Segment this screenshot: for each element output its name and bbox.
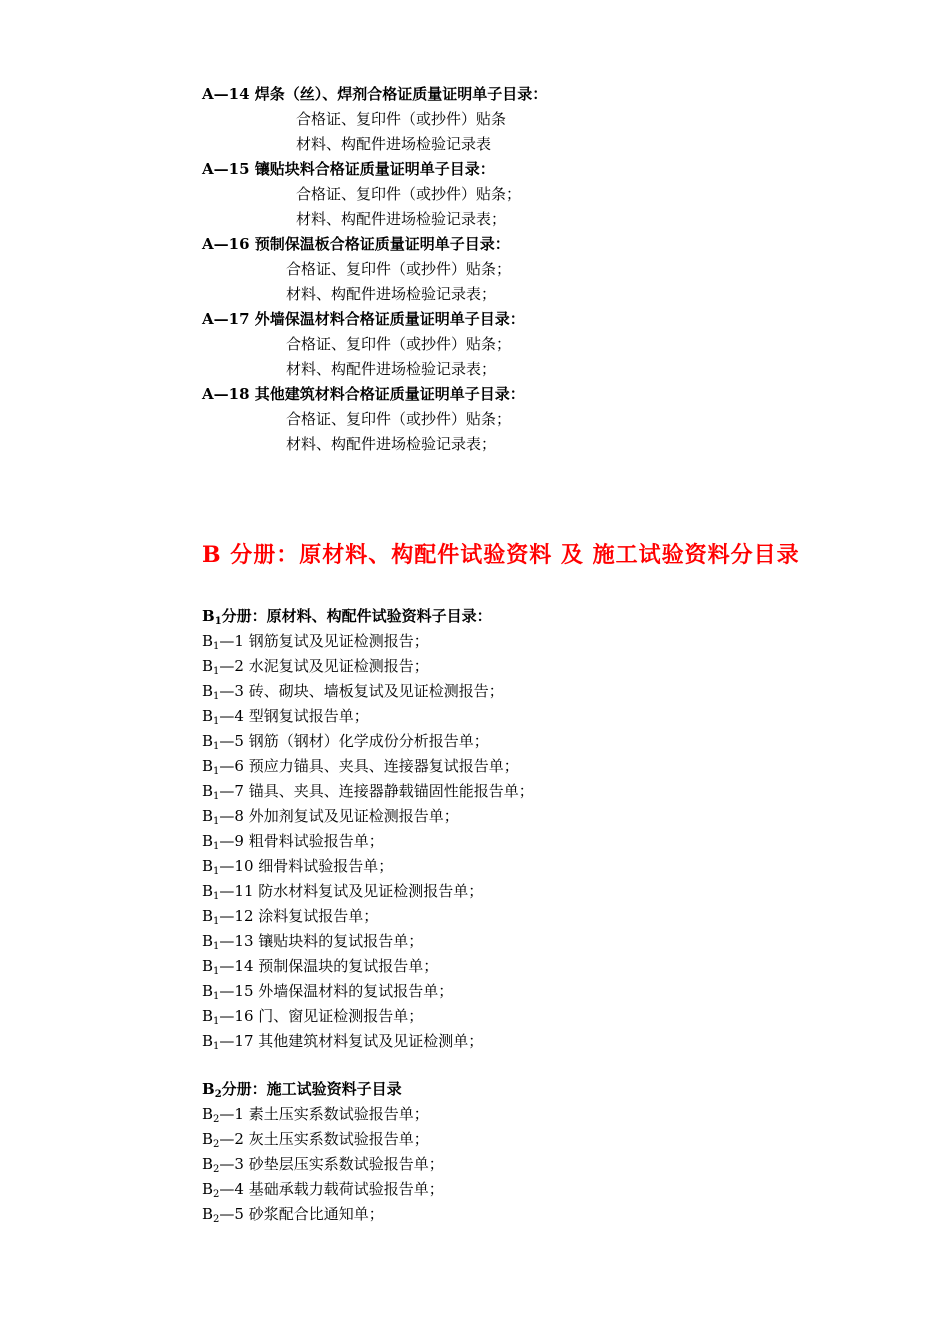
section-a-item: 合格证、复印件（或抄件）贴条； xyxy=(286,410,512,428)
item-text: —3 砖、砌块、墙板复试及见证检测报告； xyxy=(219,682,504,700)
item-text: —9 粗骨料试验报告单； xyxy=(219,832,384,850)
subscript: 2 xyxy=(213,1164,220,1175)
prefix: B xyxy=(202,1080,215,1098)
prefix: B xyxy=(202,957,214,975)
b1-list-item xyxy=(202,629,534,654)
subscript: 1 xyxy=(213,966,220,977)
b1-list-item xyxy=(202,679,534,704)
prefix: B xyxy=(202,1007,214,1025)
subscript: 1 xyxy=(214,616,222,627)
b2-list-item xyxy=(202,1152,444,1177)
section-a-item: 材料、构配件进场检验记录表； xyxy=(286,435,497,453)
subscript: 1 xyxy=(213,891,220,902)
b1-list-item xyxy=(202,929,534,954)
subscript: 2 xyxy=(213,1189,220,1200)
item-text: —2 灰土压实系数试验报告单； xyxy=(219,1130,429,1148)
subscript: 1 xyxy=(213,666,220,677)
prefix: B xyxy=(202,607,215,625)
b1-list-item xyxy=(202,804,534,829)
b1-list-item xyxy=(202,904,534,929)
subscript: 1 xyxy=(213,741,220,752)
b1-list-item xyxy=(202,779,534,804)
item-text: —15 外墙保温材料的复试报告单； xyxy=(219,982,454,1000)
prefix: B xyxy=(202,832,214,850)
section-a-item: 合格证、复印件（或抄件）贴条 xyxy=(296,110,507,128)
prefix: B xyxy=(202,1180,214,1198)
section-a-item: 材料、构配件进场检验记录表； xyxy=(286,360,497,378)
item-text: —16 门、窗见证检测报告单； xyxy=(219,1007,424,1025)
subscript: 1 xyxy=(213,866,220,877)
item-text: —1 素土压实系数试验报告单； xyxy=(219,1105,429,1123)
b1-heading xyxy=(202,604,534,629)
subscript: 1 xyxy=(213,691,220,702)
section-a-heading: A—14 焊条（丝）、焊剂合格证质量证明单子目录： xyxy=(202,85,548,103)
b2-list-item xyxy=(202,1127,444,1152)
subscript: 1 xyxy=(213,1016,220,1027)
item-text: —11 防水材料复试及见证检测报告单； xyxy=(219,882,484,900)
section-a-item: 合格证、复印件（或抄件）贴条； xyxy=(286,260,512,278)
section-a-heading: A—18 其他建筑材料合格证质量证明单子目录： xyxy=(202,385,525,403)
prefix: B xyxy=(202,707,214,725)
b1-list-item xyxy=(202,979,534,1004)
b1-list-item xyxy=(202,754,534,779)
subscript: 1 xyxy=(213,766,220,777)
b1-subdirectory xyxy=(202,604,534,1054)
prefix: B xyxy=(202,857,214,875)
b2-heading xyxy=(202,1077,444,1102)
prefix: B xyxy=(202,882,214,900)
item-text: —5 钢筋（钢材）化学成份分析报告单； xyxy=(219,732,489,750)
b1-list-item xyxy=(202,1029,534,1054)
item-text: —17 其他建筑材料复试及见证检测单； xyxy=(219,1032,484,1050)
b1-list-item xyxy=(202,954,534,979)
item-text: —4 型钢复试报告单； xyxy=(219,707,369,725)
prefix: B xyxy=(202,632,214,650)
b-volume-title: B 分册：原材料、构配件试验资料 及 施工试验资料分目录 xyxy=(202,542,800,568)
b2-list-item xyxy=(202,1102,444,1127)
subscript: 2 xyxy=(213,1214,220,1225)
b2-list-item xyxy=(202,1177,444,1202)
section-a-list xyxy=(202,82,547,457)
prefix: B xyxy=(202,907,214,925)
section-a-heading: A—15 镶贴块料合格证质量证明单子目录： xyxy=(202,160,495,178)
item-text: —12 涂料复试报告单； xyxy=(219,907,379,925)
prefix: B xyxy=(202,1032,214,1050)
item-text: —10 细骨料试验报告单； xyxy=(219,857,394,875)
b1-list-item xyxy=(202,704,534,729)
prefix: B xyxy=(202,757,214,775)
prefix: B xyxy=(202,732,214,750)
item-text: —2 水泥复试及见证检测报告； xyxy=(219,657,429,675)
prefix: B xyxy=(202,1105,214,1123)
heading-text: 分册：原材料、构配件试验资料子目录： xyxy=(221,607,492,625)
prefix: B xyxy=(202,1205,214,1223)
b2-list-item xyxy=(202,1202,444,1227)
subscript: 2 xyxy=(214,1089,222,1100)
prefix: B xyxy=(202,1155,214,1173)
section-a-heading: A—16 预制保温板合格证质量证明单子目录： xyxy=(202,235,510,253)
prefix: B xyxy=(202,682,214,700)
item-text: —3 砂垫层压实系数试验报告单； xyxy=(219,1155,444,1173)
prefix: B xyxy=(202,657,214,675)
item-text: —5 砂浆配合比通知单； xyxy=(219,1205,384,1223)
heading-text: 分册：施工试验资料子目录 xyxy=(221,1080,402,1098)
subscript: 1 xyxy=(213,716,220,727)
b1-list-item xyxy=(202,854,534,879)
section-a-item: 材料、构配件进场检验记录表； xyxy=(296,210,507,228)
item-text: —4 基础承载力载荷试验报告单； xyxy=(219,1180,444,1198)
subscript: 1 xyxy=(213,1041,220,1052)
section-a-item: 合格证、复印件（或抄件）贴条； xyxy=(286,335,512,353)
prefix: B xyxy=(202,782,214,800)
subscript: 2 xyxy=(213,1114,220,1125)
b1-list-item xyxy=(202,729,534,754)
prefix: B xyxy=(202,807,214,825)
subscript: 1 xyxy=(213,916,220,927)
b1-list-item xyxy=(202,879,534,904)
item-text: —1 钢筋复试及见证检测报告； xyxy=(219,632,429,650)
item-text: —13 镶贴块料的复试报告单； xyxy=(219,932,424,950)
section-a-heading: A—17 外墙保温材料合格证质量证明单子目录： xyxy=(202,310,525,328)
section-a-item: 合格证、复印件（或抄件）贴条； xyxy=(296,185,522,203)
prefix: B xyxy=(202,932,214,950)
b1-list-item xyxy=(202,654,534,679)
item-text: —14 预制保温块的复试报告单； xyxy=(219,957,439,975)
subscript: 1 xyxy=(213,641,220,652)
prefix: B xyxy=(202,1130,214,1148)
prefix: B xyxy=(202,982,214,1000)
subscript: 1 xyxy=(213,841,220,852)
subscript: 1 xyxy=(213,791,220,802)
section-a-item: 材料、构配件进场检验记录表； xyxy=(286,285,497,303)
subscript: 1 xyxy=(213,991,220,1002)
b1-list-item xyxy=(202,829,534,854)
item-text: —7 锚具、夹具、连接器静载锚固性能报告单； xyxy=(219,782,534,800)
b1-list-item xyxy=(202,1004,534,1029)
section-a-item: 材料、构配件进场检验记录表 xyxy=(296,135,492,153)
item-text: —8 外加剂复试及见证检测报告单； xyxy=(219,807,459,825)
subscript: 1 xyxy=(213,941,220,952)
subscript: 2 xyxy=(213,1139,220,1150)
item-text: —6 预应力锚具、夹具、连接器复试报告单； xyxy=(219,757,519,775)
subscript: 1 xyxy=(213,816,220,827)
b2-subdirectory xyxy=(202,1077,444,1227)
